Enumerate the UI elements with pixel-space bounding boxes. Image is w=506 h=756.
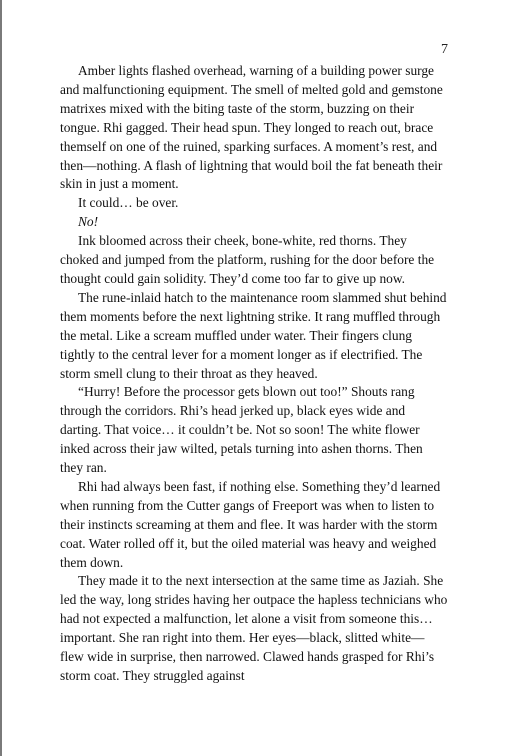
paragraph-2: It could… be over. — [78, 195, 179, 211]
page-number: 7 — [441, 42, 448, 57]
paragraph-7: Rhi had always been fast, if nothing else. Something they’d learned when running from the Cutter gangs of Freeport was when to listen to their instincts screaming at them and flee. It was harder with the storm coat. Water rolled off it, but the oiled material was heavy and weighed them down. — [60, 478, 441, 570]
paragraph-8: They made it to the next intersection at the same time as Jaziah. She led the way, long strides having her outpace the hapless technicians who had not expected a malfunction, let alone a visit from someone this… important. She ran right into them. Her eyes—black, slitted white—flew wide in surprise, then narrowed. Clawed hands grasped for Rhi’s storm coat. They struggled against — [60, 573, 448, 683]
paragraph-5: The rune-inlaid hatch to the maintenance room slammed shut behind them moments before the next lightning strike. It rang muffled through the metal. Like a scream muffled under water. Their fingers clung tightly to the central lever for a moment longer as if electrified. The storm smell clung to their throat as they heaved. — [60, 289, 447, 381]
paragraph-6: “Hurry! Before the processor gets blown out too!” Shouts rang through the corridors. Rhi’s head jerked up, black eyes wide and darting. That voice… it couldn’t be. Not so soon! The white flower inked across their jaw wilted, petals turning into ashen thorns. Then they ran. — [60, 384, 423, 476]
paragraph-4: Ink bloomed across their cheek, bone-white, red thorns. They choked and jumped from the platform, rushing for the door before the thought could gain solidity. They’d come too far to give up now. — [60, 233, 435, 286]
body-text — [60, 62, 448, 686]
paragraph-1: Amber lights flashed overhead, warning of a building power surge and malfunctioning equipment. The smell of melted gold and gemstone matrixes mixed with the biting taste of the storm, buzzing on their tongue. Rhi gagged. Their head spun. They longed to reach out, brace themself on one of the ruined, sparking surfaces. A moment’s rest, and then—nothing. A flash of lightning that would boil the fat beneath their skin in just a moment. — [60, 63, 443, 192]
paragraph-3: No! — [78, 214, 99, 230]
